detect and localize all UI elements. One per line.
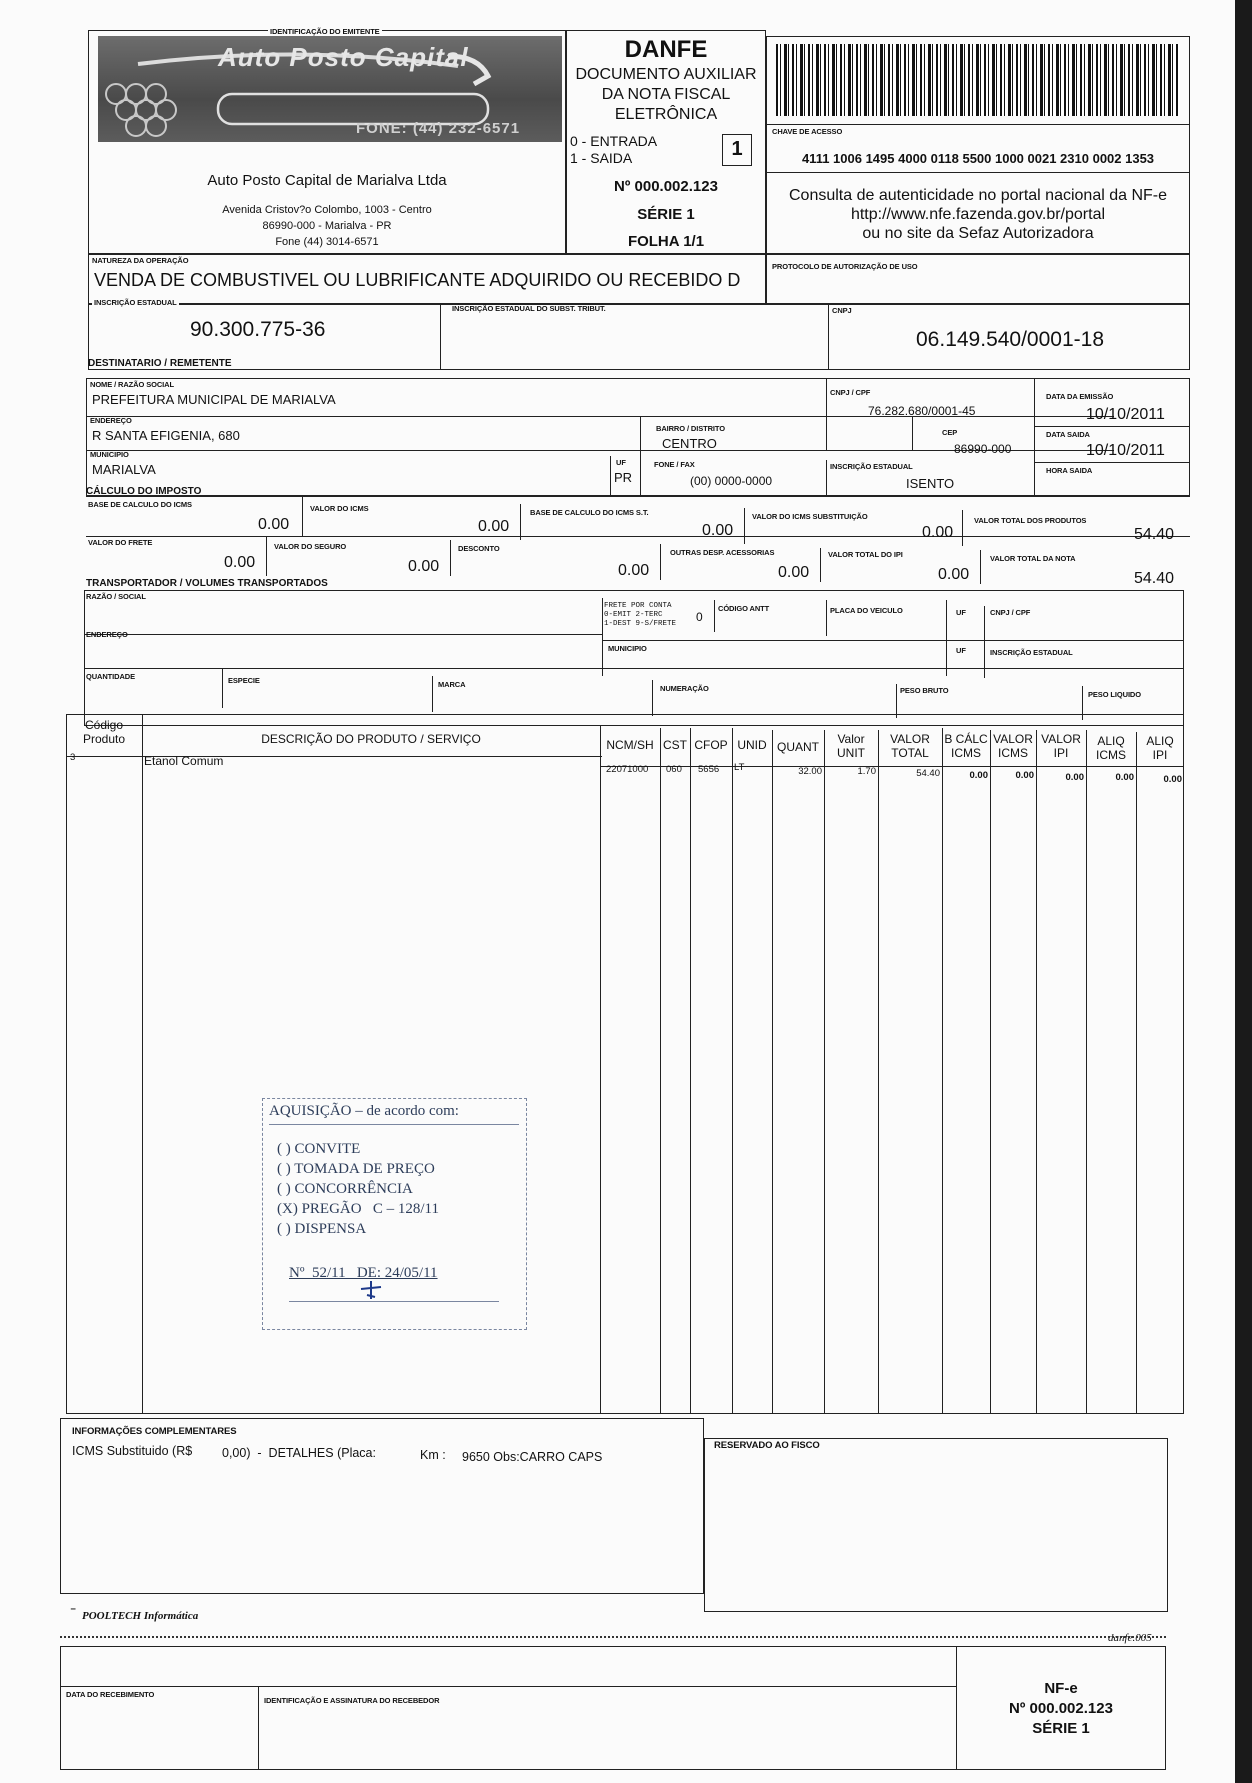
row-unit: LT bbox=[734, 762, 745, 773]
recipient-phone: (00) 0000-0000 bbox=[690, 474, 773, 488]
recipient-uf: PR bbox=[614, 470, 633, 485]
logo-name: Auto Posto Capital bbox=[218, 42, 469, 72]
recipient-district: CENTRO bbox=[662, 436, 717, 451]
company-name: Auto Posto Capital de Marialva Ltda bbox=[207, 172, 447, 189]
base-icms: 0.00 bbox=[258, 516, 290, 533]
complementary-label: INFORMAÇÕES COMPLEMENTARES bbox=[72, 1426, 237, 1437]
danfe-subtitle-2: DA NOTA FISCAL bbox=[601, 86, 731, 103]
company-city: 86990-000 - Marialva - PR bbox=[262, 220, 392, 232]
type-value: 1 bbox=[731, 138, 743, 160]
complementary-text-c: Km : bbox=[420, 1448, 446, 1462]
products-total-label: VALOR TOTAL DOS PRODUTOS bbox=[974, 516, 1087, 525]
fisco-box bbox=[704, 1438, 1168, 1612]
operation-label: NATUREZA DA OPERAÇÃO bbox=[92, 256, 189, 265]
recipient-name-label: NOME / RAZÃO SOCIAL bbox=[90, 380, 174, 389]
complementary-text-d: 9650 Obs:CARRO CAPS bbox=[462, 1450, 603, 1464]
danfe-title: DANFE bbox=[624, 36, 708, 63]
icms-label: VALOR DO ICMS bbox=[310, 504, 369, 513]
cut-line bbox=[60, 1636, 1166, 1638]
exit-label: 1 - SAIDA bbox=[570, 150, 633, 166]
complementary-text-b: 0,00) - DETALHES (Placa: bbox=[222, 1446, 376, 1460]
row-quantity: 32.00 bbox=[798, 766, 822, 777]
district-label: BAIRRO / DISTRITO bbox=[656, 424, 725, 433]
col-header-icms-value: VALOR ICMS bbox=[993, 732, 1033, 760]
recipient-city: MARIALVA bbox=[92, 462, 156, 477]
software-credit: POOLTECH Informática bbox=[82, 1610, 199, 1622]
cep-label: CEP bbox=[942, 428, 958, 437]
logo-phone: FONE: (44) 232-6571 bbox=[356, 120, 521, 137]
fisco-label: RESERVADO AO FISCO bbox=[714, 1440, 820, 1451]
col-header-unit-value: Valor UNIT bbox=[837, 732, 865, 760]
row-ipi-value: 0.00 bbox=[1065, 772, 1084, 783]
cnpj-label: CNPJ bbox=[832, 306, 852, 315]
footer-number: Nº 000.002.123 bbox=[1009, 1700, 1113, 1717]
icms-value: 0.00 bbox=[478, 518, 510, 535]
carrier-uf2-label: UF bbox=[956, 646, 966, 655]
base-icms-label: BASE DE CALCULO DO ICMS bbox=[88, 500, 192, 509]
ie-label: INSCRIÇÃO ESTADUAL bbox=[94, 298, 177, 307]
software-logo-icon: ⁼ bbox=[70, 1604, 77, 1618]
col-header-cst: CST bbox=[663, 738, 687, 752]
ie-st-label: INSCRIÇÃO ESTADUAL DO SUBST. TRIBUT. bbox=[452, 304, 606, 313]
other-label: OUTRAS DESP. ACESSORIAS bbox=[670, 548, 775, 557]
operation-value: VENDA DE COMBUSTIVEL OU LUBRIFICANTE ADQUIRIDO OU RECEBIDO D bbox=[94, 270, 741, 290]
consult-line-1: Consulta de autenticidade no portal nacional da NF-e bbox=[788, 187, 1168, 204]
ipi-label: VALOR TOTAL DO IPI bbox=[828, 550, 903, 559]
discount-label: DESCONTO bbox=[458, 544, 500, 553]
emission-date: 10/10/2011 bbox=[1086, 406, 1165, 423]
danfe-subtitle-3: ELETRÔNICA bbox=[614, 106, 718, 123]
danfe-sheet: FOLHA 1/1 bbox=[627, 233, 705, 250]
stamp-option-tomada: ( ) TOMADA DE PREÇO bbox=[277, 1161, 435, 1177]
ie-value: 90.300.775-36 bbox=[190, 318, 326, 341]
phone-label: FONE / FAX bbox=[654, 460, 695, 469]
exit-date-label: DATA SAIDA bbox=[1046, 430, 1090, 439]
carrier-uf-label: UF bbox=[956, 608, 966, 617]
exit-date: 10/10/2011 bbox=[1086, 442, 1165, 459]
protocol-label: PROTOCOLO DE AUTORIZAÇÃO DE USO bbox=[772, 262, 918, 271]
emitter-section-label: IDENTIFICAÇÃO DO EMITENTE bbox=[270, 27, 380, 36]
freight-mode-value: 0 bbox=[696, 610, 703, 624]
col-header-description: DESCRIÇÃO DO PRODUTO / SERVIÇO bbox=[261, 732, 481, 746]
invoice-total: 54.40 bbox=[1134, 570, 1175, 587]
acquisition-stamp bbox=[262, 1098, 527, 1330]
row-ipi-rate: 0.00 bbox=[1163, 774, 1182, 785]
danfe-subtitle-1: DOCUMENTO AUXILIAR bbox=[575, 66, 757, 83]
col-header-ipi-value: VALOR IPI bbox=[1041, 732, 1081, 760]
recipient-address: R SANTA EFIGENIA, 680 bbox=[92, 428, 240, 443]
gross-weight-label: PESO BRUTO bbox=[900, 686, 949, 695]
col-header-quant: QUANT bbox=[777, 740, 819, 754]
freight-mode-line-3: 1-DEST 9-S/FRETE bbox=[604, 620, 677, 628]
stamp-signature-line bbox=[289, 1301, 499, 1302]
freight-mode-line-2: 0-EMIT 2-TERC bbox=[604, 611, 663, 619]
other-value: 0.00 bbox=[778, 564, 810, 581]
city-label: MUNICIPIO bbox=[90, 450, 129, 459]
carrier-ie-label: INSCRIÇÃO ESTADUAL bbox=[990, 648, 1073, 657]
cnpj-value: 06.149.540/0001-18 bbox=[916, 328, 1105, 351]
freight-mode bbox=[604, 602, 676, 629]
icms-st: 0.00 bbox=[922, 524, 954, 541]
recipient-ie-label: INSCRIÇÃO ESTADUAL bbox=[830, 462, 913, 471]
icms-st-label: VALOR DO ICMS SUBSTITUIÇÃO bbox=[752, 512, 868, 521]
address-label: ENDEREÇO bbox=[90, 416, 132, 425]
insurance-label: VALOR DO SEGURO bbox=[274, 542, 347, 551]
recipient-section: DESTINATARIO / REMETENTE bbox=[88, 358, 232, 369]
recipient-cnpj: 76.282.680/0001-45 bbox=[868, 404, 976, 418]
danfe-number: Nº 000.002.123 bbox=[614, 178, 718, 195]
carrier-city-label: MUNICIPIO bbox=[608, 644, 647, 653]
receipt-date-label: DATA DO RECEBIMENTO bbox=[66, 1690, 155, 1699]
uf-label: UF bbox=[616, 458, 626, 467]
numbering-label: NUMERAÇÃO bbox=[660, 684, 709, 693]
barcode bbox=[776, 44, 1180, 116]
products-table bbox=[66, 714, 1184, 1414]
col-header-icms-rate: ALIQ ICMS bbox=[1096, 734, 1126, 762]
recipient-name: PREFEITURA MUNICIPAL DE MARIALVA bbox=[92, 392, 336, 407]
row-base-icms: 0.00 bbox=[969, 770, 988, 781]
carrier-name-label: RAZÃO / SOCIAL bbox=[86, 592, 146, 601]
entry-label: 0 - ENTRADA bbox=[570, 133, 658, 149]
consult-line-2: http://www.nfe.fazenda.gov.br/portal bbox=[850, 206, 1106, 223]
col-header-ipi-rate: ALIQ IPI bbox=[1146, 734, 1174, 762]
consult-line-3: ou no site da Sefaz Autorizadora bbox=[862, 225, 1094, 242]
antt-label: CÓDIGO ANTT bbox=[718, 604, 770, 613]
handwritten-mark bbox=[357, 1279, 387, 1303]
freight-value: 0.00 bbox=[224, 554, 256, 571]
row-icms-value: 0.00 bbox=[1015, 770, 1034, 781]
discount-value: 0.00 bbox=[618, 562, 650, 579]
transport-section: TRANSPORTADOR / VOLUMES TRANSPORTADOS bbox=[86, 578, 328, 589]
quantity-label: QUANTIDADE bbox=[86, 672, 135, 681]
access-key: 4111 1006 1495 4000 0118 5500 1000 0021 2310 0002 1353 bbox=[801, 151, 1155, 166]
brand-label: MARCA bbox=[438, 680, 466, 689]
complementary-text-a: ICMS Substituido (R$ bbox=[72, 1444, 193, 1458]
col-header-cfop: CFOP bbox=[694, 738, 728, 752]
row-description: Etanol Comum bbox=[144, 754, 224, 768]
base-st: 0.00 bbox=[702, 522, 734, 539]
company-logo bbox=[98, 36, 562, 142]
tax-section: CÁLCULO DO IMPOSTO bbox=[86, 486, 202, 497]
row-cst: 060 bbox=[666, 764, 682, 775]
carrier-address-label: ENDEREÇO bbox=[86, 630, 128, 639]
carrier-cnpj-label: CNPJ / CPF bbox=[990, 608, 1031, 617]
plate-label: PLACA DO VEICULO bbox=[830, 606, 903, 615]
species-label: ESPECIE bbox=[228, 676, 260, 685]
col-header-code: Código Produto bbox=[82, 718, 126, 746]
recipient-ie: ISENTO bbox=[906, 476, 955, 491]
stamp-option-concorrencia: ( ) CONCORRÊNCIA bbox=[277, 1181, 413, 1197]
footer-nfe: NF-e bbox=[1044, 1680, 1078, 1697]
col-header-base-icms: B CÁLC ICMS bbox=[944, 732, 988, 760]
exit-time-label: HORA SAIDA bbox=[1046, 466, 1093, 475]
emission-date-label: DATA DA EMISSÃO bbox=[1046, 392, 1114, 401]
stamp-option-convite: ( ) CONVITE bbox=[277, 1141, 361, 1157]
freight-mode-line-1: FRETE POR CONTA bbox=[604, 602, 672, 610]
row-cfop: 5656 bbox=[698, 764, 720, 775]
freight-label: VALOR DO FRETE bbox=[88, 538, 153, 547]
recipient-cep: 86990-000 bbox=[954, 442, 1012, 456]
company-address: Avenida Cristov?o Colombo, 1003 - Centro bbox=[222, 204, 432, 216]
access-key-label: CHAVE DE ACESSO bbox=[772, 127, 843, 136]
col-header-total-value: VALOR TOTAL bbox=[890, 732, 930, 760]
stamp-option-pregao: (X) PREGÃO C – 128/11 bbox=[277, 1201, 439, 1217]
invoice-total-label: VALOR TOTAL DA NOTA bbox=[990, 554, 1076, 563]
row-code: 3 bbox=[70, 752, 76, 763]
company-phone: Fone (44) 3014-6571 bbox=[275, 236, 379, 248]
col-header-unid: UNID bbox=[737, 738, 767, 752]
row-total-value: 54.40 bbox=[916, 768, 940, 779]
receiver-label: IDENTIFICAÇÃO E ASSINATURA DO RECEBEDOR bbox=[264, 1696, 440, 1705]
row-icms-rate: 0.00 bbox=[1115, 772, 1134, 783]
net-weight-label: PESO LIQUIDO bbox=[1088, 690, 1141, 699]
base-st-label: BASE DE CALCULO DO ICMS S.T. bbox=[530, 508, 649, 517]
danfe-series: SÉRIE 1 bbox=[637, 206, 695, 223]
stamp-option-dispensa: ( ) DISPENSA bbox=[277, 1221, 367, 1237]
row-unit-value: 1.70 bbox=[857, 766, 876, 777]
form-code: danfe.005 bbox=[1108, 1632, 1152, 1644]
stamp-number-line: Nº 52/11 DE: 24/05/11 bbox=[289, 1265, 438, 1281]
products-total: 54.40 bbox=[1134, 526, 1175, 543]
footer-series: SÉRIE 1 bbox=[1032, 1720, 1090, 1737]
insurance-value: 0.00 bbox=[408, 558, 440, 575]
recipient-cnpj-label: CNPJ / CPF bbox=[830, 388, 871, 397]
row-ncm: 22071000 bbox=[606, 764, 649, 775]
ipi-value: 0.00 bbox=[938, 566, 970, 583]
col-header-ncm: NCM/SH bbox=[606, 738, 654, 752]
stamp-title: AQUISIÇÃO – de acordo com: bbox=[269, 1103, 519, 1125]
